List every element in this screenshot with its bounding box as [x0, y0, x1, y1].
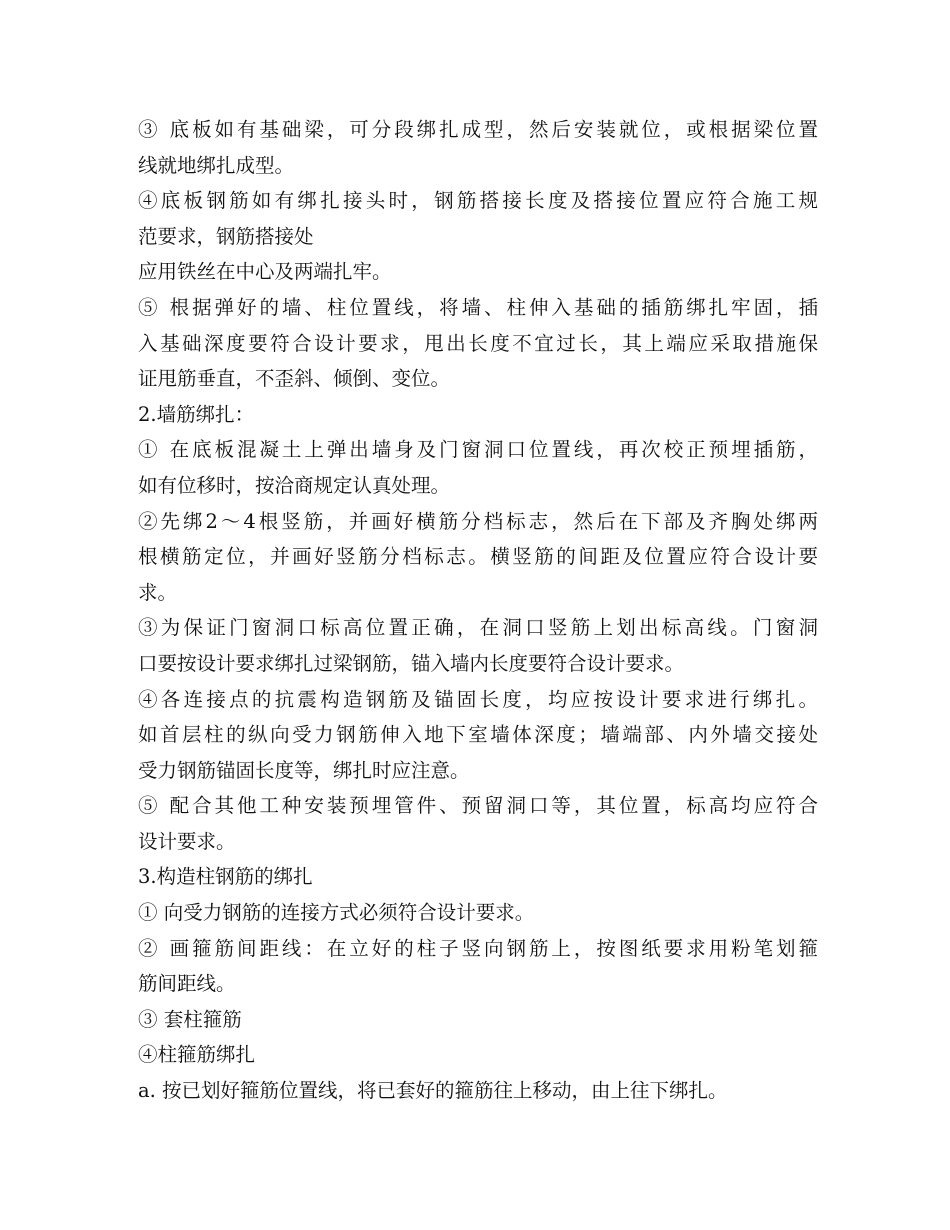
text-line: 设计要求。 [138, 829, 236, 853]
text-line: 根横筋定位，并画好竖筋分档标志。横竖筋的间距及位置应符合设计要 [138, 545, 818, 569]
text-line: ① 向受力钢筋的连接方式必须符合设计要求。 [138, 901, 535, 925]
text-line: 范要求，钢筋搭接处 [138, 224, 314, 248]
text-line: 求。 [138, 580, 178, 604]
text-line: 口要按设计要求绑扎过梁钢筋，锚入墙内长度要符合设计要求。 [138, 651, 685, 675]
text-line: ② 画箍筋间距线：在立好的柱子竖向钢筋上，按图纸要求用粉笔划箍 [138, 936, 818, 960]
text-line: 筋间距线。 [138, 972, 236, 996]
text-line: 入基础深度要符合设计要求，甩出长度不宜过长，其上端应采取措施保 [138, 331, 818, 355]
text-line: ④各连接点的抗震构造钢筋及锚固长度，均应按设计要求进行绑扎。 [138, 687, 818, 711]
text-line: ④底板钢筋如有绑扎接头时，钢筋搭接长度及搭接位置应符合施工规 [138, 189, 818, 213]
text-line: 应用铁丝在中心及两端扎牢。 [138, 260, 392, 284]
text-line: 3.构造柱钢筋的绑扎 [138, 865, 313, 889]
text-line: 2.墙筋绑扎： [138, 402, 255, 426]
text-line: 如首层柱的纵向受力钢筋伸入地下室墙体深度；墙端部、内外墙交接处 [138, 723, 818, 747]
text-line: ⑤ 根据弹好的墙、柱位置线，将墙、柱伸入基础的插筋绑扎牢固，插 [138, 295, 818, 319]
text-line: 线就地绑扎成型。 [138, 153, 295, 177]
text-line: 受力钢筋锚固长度等，绑扎时应注意。 [138, 758, 470, 782]
text-line: ⑤ 配合其他工种安装预埋管件、预留洞口等，其位置，标高均应符合 [138, 794, 818, 818]
text-line: ②先绑2～4根竖筋，并画好横筋分档标志，然后在下部及齐胸处绑两 [138, 509, 818, 533]
text-line: 如有位移时，按洽商规定认真处理。 [138, 473, 451, 497]
text-line: ③ 底板如有基础梁，可分段绑扎成型，然后安装就位，或根据梁位置 [138, 118, 818, 141]
document-body [138, 112, 818, 1109]
text-line: ③为保证门窗洞口标高位置正确，在洞口竖筋上划出标高线。门窗洞 [138, 616, 818, 640]
text-line: 证甩筋垂直，不歪斜、倾倒、变位。 [138, 367, 451, 391]
text-line: ③ 套柱箍筋 [138, 1007, 242, 1031]
text-line: ④柱箍筋绑扎 [138, 1043, 256, 1067]
text-line: a. 按已划好箍筋位置线，将已套好的箍筋往上移动，由上往下绑扎。 [138, 1079, 728, 1103]
text-line: ① 在底板混凝土上弹出墙身及门窗洞口位置线，再次校正预埋插筋， [138, 438, 818, 462]
